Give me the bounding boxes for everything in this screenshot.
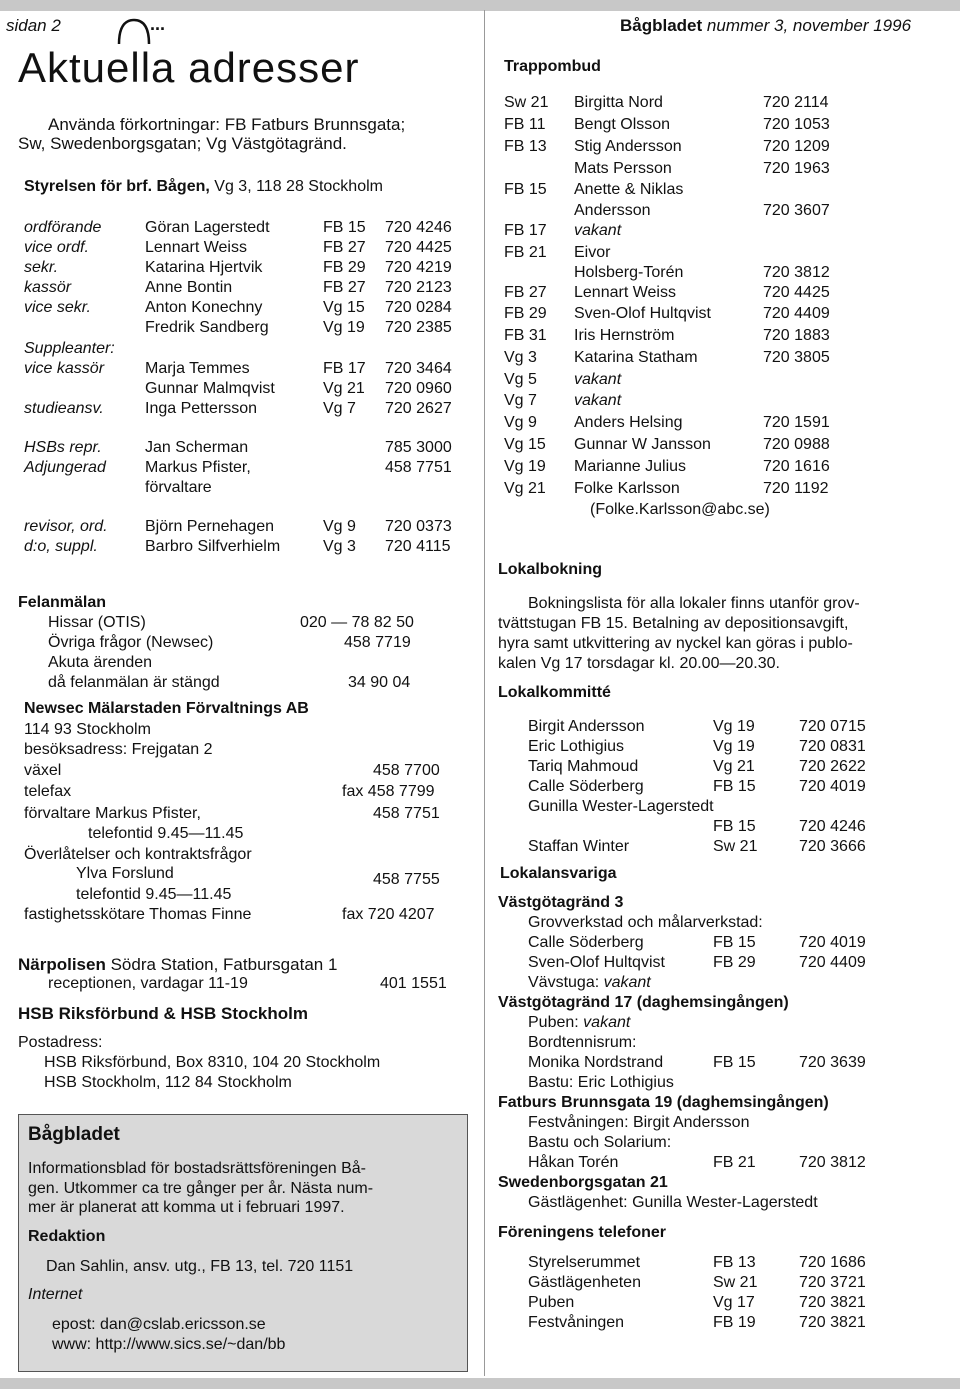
box-internet-heading: Internet xyxy=(28,1286,83,1303)
lokalkommitte-tel: 720 4019 xyxy=(799,778,866,795)
lokalkommitte-tel: 720 0831 xyxy=(799,738,866,755)
lokalkommitte-heading: Lokalkommitté xyxy=(498,684,611,701)
board-tel: 720 2123 xyxy=(385,279,452,296)
newsec-forvaltare-tel: 458 7751 xyxy=(373,805,440,822)
trappombud-name: Anders Helsing xyxy=(574,414,683,431)
top-border-bar xyxy=(0,0,960,11)
arch-logo-icon xyxy=(116,16,152,46)
board-role: vice kassör xyxy=(24,360,105,377)
trappombud-tel: 720 2114 xyxy=(763,94,829,111)
newsec-vaxel: växel xyxy=(24,762,62,779)
felanmalan-otis-tel: 020 — 78 82 50 xyxy=(300,614,414,631)
la-r1-addr: FB 15 xyxy=(713,934,756,951)
newsec-overlatelser: Överlåtelser och kontraktsfrågor xyxy=(24,846,252,863)
fb19-heading: Fatburs Brunnsgata 19 (daghemsingången) xyxy=(498,1094,829,1111)
board-tel: 720 2627 xyxy=(385,400,452,417)
board-heading-address: Vg 3, 118 28 Stockholm xyxy=(214,178,383,195)
board-tel: 720 0373 xyxy=(385,518,452,535)
newsec-fastighetsskotare: fastighetsskötare Thomas Finne xyxy=(24,906,252,923)
felanmalan-akuta: Akuta ärenden xyxy=(48,654,153,671)
board-addr: FB 27 xyxy=(323,239,366,256)
hsb-postadress-label: Postadress: xyxy=(18,1034,103,1051)
publication-name: Bågbladet xyxy=(620,16,703,35)
box-text-1: Informationsblad för bostadsrättsföreningen Bå- xyxy=(28,1160,366,1177)
board-name: Markus Pfister, xyxy=(145,459,251,476)
vavstuga-value: vakant xyxy=(603,974,651,991)
trappombud-name: vakant xyxy=(574,222,622,239)
trappombud-tel: 720 3805 xyxy=(763,349,830,366)
trappombud-tel: 720 1616 xyxy=(763,458,830,475)
trappombud-heading: Trappombud xyxy=(504,58,601,75)
la-r4-addr: FB 21 xyxy=(713,1154,756,1171)
board-role: vice sekr. xyxy=(24,299,91,316)
board-name: Anne Bontin xyxy=(145,279,233,296)
telefoner-heading: Föreningens telefoner xyxy=(498,1224,667,1241)
newsec-forslund: Ylva Forslund xyxy=(76,865,174,882)
trappombud-name: Iris Hernström xyxy=(574,327,675,344)
board-addr: Vg 9 xyxy=(323,518,356,535)
lokalkommitte-name: Gunilla Wester-Lagerstedt xyxy=(528,798,714,815)
board-name: Katarina Hjertvik xyxy=(145,259,263,276)
lokalansvariga-heading: Lokalansvariga xyxy=(500,865,617,882)
logo-dots: ... xyxy=(150,14,166,34)
board-role: ordförande xyxy=(24,219,102,236)
telefoner-tel: 720 3821 xyxy=(799,1314,866,1331)
trappombud-addr: FB 21 xyxy=(504,244,547,261)
board-tel: 720 2385 xyxy=(385,319,452,336)
polis-reception: receptionen, vardagar 11-19 xyxy=(48,975,248,992)
newsec-fastighetsskotare-fax: fax 720 4207 xyxy=(342,906,435,923)
page-title: Aktuella adresser xyxy=(18,44,360,91)
trappombud-name: Andersson xyxy=(574,202,651,219)
board-addr: Vg 15 xyxy=(323,299,365,316)
header-issue xyxy=(620,16,911,36)
board-addr: FB 17 xyxy=(323,360,366,377)
telefoner-name: Styrelserummet xyxy=(528,1254,641,1271)
newsec-telefontid-2: telefontid 9.45—11.45 xyxy=(76,886,232,903)
la-r4-tel: 720 3812 xyxy=(799,1154,866,1171)
trappombud-tel: 720 0988 xyxy=(763,436,830,453)
trappombud-name: vakant xyxy=(574,371,622,388)
polis-heading: Närpolisen xyxy=(18,955,106,974)
telefoner-tel: 720 3721 xyxy=(799,1274,866,1291)
trappombud-tel: 720 4409 xyxy=(763,305,830,322)
puben-label: Puben: xyxy=(528,1014,579,1031)
trappombud-tel: 720 1883 xyxy=(763,327,830,344)
lokalkommitte-name: Calle Söderberg xyxy=(528,778,644,795)
lokalkommitte-addr: Vg 19 xyxy=(713,738,755,755)
vg3-heading: Västgötagränd 3 xyxy=(498,894,624,911)
polis-address: Södra Station, Fatbursgatan 1 xyxy=(110,955,338,974)
la-r3-tel: 720 3639 xyxy=(799,1054,866,1071)
board-addr: FB 15 xyxy=(323,219,366,236)
trappombud-name: Birgitta Nord xyxy=(574,94,663,111)
board-tel: 720 0284 xyxy=(385,299,452,316)
felanmalan-heading: Felanmälan xyxy=(18,594,107,611)
la-r4-name: Håkan Torén xyxy=(528,1154,619,1171)
board-addr: Vg 19 xyxy=(323,319,365,336)
la-r1-name: Calle Söderberg xyxy=(528,934,644,951)
newsec-besoksadress: besöksadress: Frejgatan 2 xyxy=(24,741,213,758)
board-addr: Vg 21 xyxy=(323,380,365,397)
telefoner-tel: 720 3821 xyxy=(799,1294,866,1311)
trappombud-tel: 720 1192 xyxy=(763,480,829,497)
board-name: Fredrik Sandberg xyxy=(145,319,269,336)
board-addr: FB 27 xyxy=(323,279,366,296)
la-r2-name: Sven-Olof Hultqvist xyxy=(528,954,665,971)
felanmalan-otis: Hissar (OTIS) xyxy=(48,614,146,631)
trappombud-addr: FB 29 xyxy=(504,305,547,322)
board-role: HSBs repr. xyxy=(24,439,102,456)
board-name: Björn Pernehagen xyxy=(145,518,274,535)
vg17-heading: Västgötagränd 17 (daghemsingången) xyxy=(498,994,789,1011)
telefoner-name: Festvåningen xyxy=(528,1314,625,1331)
board-tel: 720 3464 xyxy=(385,360,452,377)
trappombud-addr: Vg 9 xyxy=(504,414,537,431)
trappombud-addr: FB 11 xyxy=(504,116,546,133)
la-r1-tel: 720 4019 xyxy=(799,934,866,951)
trappombud-name: Gunnar W Jansson xyxy=(574,436,711,453)
bottom-border-bar xyxy=(0,1378,960,1389)
trappombud-addr: FB 31 xyxy=(504,327,547,344)
board-name: förvaltare xyxy=(145,479,212,496)
board-heading xyxy=(24,178,383,196)
lokalkommitte-addr: Sw 21 xyxy=(713,838,758,855)
column-divider xyxy=(484,10,485,1376)
trappombud-addr: Vg 15 xyxy=(504,436,546,453)
abbrev-line-2: Sw, Swedenborgsgatan; Vg Västgötagränd. xyxy=(18,134,347,153)
puben-value: vakant xyxy=(583,1014,631,1031)
board-tel: 720 0960 xyxy=(385,380,452,397)
lokalbokning-line-4: kalen Vg 17 torsdagar kl. 20.00—20.30. xyxy=(498,655,780,672)
newsec-telefax: telefax xyxy=(24,783,72,800)
telefoner-addr: Vg 17 xyxy=(713,1294,755,1311)
felanmalan-newsec: Övriga frågor (Newsec) xyxy=(48,634,214,651)
trappombud-name: Holsberg-Torén xyxy=(574,264,684,281)
la-r2-tel: 720 4409 xyxy=(799,954,866,971)
trappombud-tel: 720 3812 xyxy=(763,264,830,281)
board-name: Barbro Silfverhielm xyxy=(145,538,281,555)
board-role: Adjungerad xyxy=(24,459,106,476)
lokalkommitte-name: Staffan Winter xyxy=(528,838,630,855)
board-role: studieansv. xyxy=(24,400,104,417)
trappombud-name: vakant xyxy=(574,392,622,409)
trappombud-addr: Vg 19 xyxy=(504,458,546,475)
lokalkommitte-addr: FB 15 xyxy=(713,778,756,795)
gastlagenhet-line: Gästlägenhet: Gunilla Wester-Lagerstedt xyxy=(528,1194,818,1211)
trappombud-name: Sven-Olof Hultqvist xyxy=(574,305,711,322)
festvaningen-line: Festvåningen: Birgit Andersson xyxy=(528,1114,750,1131)
box-epost[interactable]: epost: dan@cslab.ericsson.se xyxy=(52,1316,266,1333)
board-name: Jan Scherman xyxy=(145,439,249,456)
newsec-vaxel-tel: 458 7700 xyxy=(373,762,440,779)
trappombud-tel: 720 1591 xyxy=(763,414,830,431)
board-tel: 720 4115 xyxy=(385,538,451,555)
telefoner-name: Gästlägenheten xyxy=(528,1274,641,1291)
la-r2-addr: FB 29 xyxy=(713,954,756,971)
vavstuga-label: Vävstuga: xyxy=(528,974,600,991)
board-addr: FB 29 xyxy=(323,259,366,276)
box-redaktion: Dan Sahlin, ansv. utg., FB 13, tel. 720 1151 xyxy=(46,1258,354,1275)
lokalkommitte-tel: 720 2622 xyxy=(799,758,866,775)
trappombud-addr: FB 13 xyxy=(504,138,547,155)
newsec-heading: Newsec Mälarstaden Förvaltnings AB xyxy=(24,700,309,717)
board-name: Göran Lagerstedt xyxy=(145,219,270,236)
board-role: Suppleanter: xyxy=(24,340,115,357)
board-tel: 458 7751 xyxy=(385,459,452,476)
lokalkommitte-tel: 720 4246 xyxy=(799,818,866,835)
trappombud-addr: Vg 3 xyxy=(504,349,537,366)
lokalkommitte-name: Tariq Mahmoud xyxy=(528,758,639,775)
newsec-telefontid-1: telefontid 9.45—11.45 xyxy=(88,825,244,842)
board-tel: 785 3000 xyxy=(385,439,452,456)
board-role: revisor, ord. xyxy=(24,518,108,535)
page-number: sidan 2 xyxy=(6,16,61,35)
issue-label: nummer 3, november 1996 xyxy=(706,16,912,35)
board-role: kassör xyxy=(24,279,72,296)
trappombud-addr: Vg 21 xyxy=(504,480,546,497)
box-www[interactable]: www: http://www.sics.se/~dan/bb xyxy=(52,1336,286,1353)
trappombud-addr: FB 17 xyxy=(504,222,547,239)
trappombud-tel: 720 1053 xyxy=(763,116,830,133)
polis-line xyxy=(18,955,337,975)
trappombud-tel: 720 3607 xyxy=(763,202,830,219)
board-name: Inga Pettersson xyxy=(145,400,258,417)
board-role: sekr. xyxy=(24,259,59,276)
lokalbokning-line-3: hyra samt utkvittering av nyckel kan göras i publo- xyxy=(498,635,853,652)
lokalbokning-line-1: Bokningslista för alla lokaler finns utanför grov- xyxy=(528,595,860,612)
felanmalan-stangd-tel: 34 90 04 xyxy=(348,674,411,691)
trappombud-name: Stig Andersson xyxy=(574,138,682,155)
lokalkommitte-name: Eric Lothigius xyxy=(528,738,625,755)
lokalkommitte-name: Birgit Andersson xyxy=(528,718,645,735)
trappombud-addr: FB 15 xyxy=(504,181,547,198)
trappombud-name: Folke Karlsson xyxy=(574,480,680,497)
bordtennis-label: Bordtennisrum: xyxy=(528,1034,637,1051)
trappombud-addr: Sw 21 xyxy=(504,94,549,111)
la-r3-addr: FB 15 xyxy=(713,1054,756,1071)
grovverkstad-label: Grovverkstad och målarverkstad: xyxy=(528,914,763,931)
trappombud-tel: 720 4425 xyxy=(763,284,830,301)
board-name: Anton Konechny xyxy=(145,299,263,316)
felanmalan-stangd: då felanmälan är stängd xyxy=(48,674,220,691)
trappombud-tel: 720 1963 xyxy=(763,160,830,177)
newsec-postort: 114 93 Stockholm xyxy=(24,721,151,738)
board-name: Marja Temmes xyxy=(145,360,250,377)
telefoner-addr: FB 19 xyxy=(713,1314,756,1331)
puben-line xyxy=(528,1014,630,1032)
board-tel: 720 4219 xyxy=(385,259,452,276)
polis-tel: 401 1551 xyxy=(380,975,447,992)
board-tel: 720 4425 xyxy=(385,239,452,256)
trappombud-addr: Vg 7 xyxy=(504,392,537,409)
trappombud-name: Lennart Weiss xyxy=(574,284,676,301)
vavstuga-line xyxy=(528,974,651,992)
board-role: d:o, suppl. xyxy=(24,538,98,555)
board-name: Lennart Weiss xyxy=(145,239,247,256)
telefoner-addr: FB 13 xyxy=(713,1254,756,1271)
felanmalan-newsec-tel: 458 7719 xyxy=(344,634,411,651)
trappombud-name: Mats Persson xyxy=(574,160,672,177)
board-role: vice ordf. xyxy=(24,239,89,256)
hsb-heading: HSB Riksförbund & HSB Stockholm xyxy=(18,1004,308,1023)
sw21-heading: Swedenborgsgatan 21 xyxy=(498,1174,668,1191)
trappombud-addr: Vg 5 xyxy=(504,371,537,388)
bastu-solarium-label: Bastu och Solarium: xyxy=(528,1134,672,1151)
box-title: Bågbladet xyxy=(28,1124,120,1145)
lokalkommitte-addr: Vg 21 xyxy=(713,758,755,775)
hsb-riksforbund: HSB Riksförbund, Box 8310, 104 20 Stockholm xyxy=(44,1054,381,1071)
trappombud-name: Marianne Julius xyxy=(574,458,687,475)
lokalbokning-line-2: tvättstugan FB 15. Betalning av depositionsavgift, xyxy=(498,615,849,632)
trappombud-name: Bengt Olsson xyxy=(574,116,671,133)
la-r3-name: Monika Nordstrand xyxy=(528,1054,664,1071)
lokalkommitte-tel: 720 0715 xyxy=(799,718,866,735)
trappombud-email: (Folke.Karlsson@abc.se) xyxy=(590,501,770,518)
board-heading-bold: Styrelsen för brf. Bågen, xyxy=(24,178,210,195)
board-tel: 720 4246 xyxy=(385,219,452,236)
trappombud-tel: 720 1209 xyxy=(763,138,830,155)
box-text-3: mer är planerat att komma ut i februari 1997. xyxy=(28,1199,345,1216)
trappombud-name: Eivor xyxy=(574,244,611,261)
board-name: Gunnar Malmqvist xyxy=(145,380,275,397)
newsec-forslund-tel: 458 7755 xyxy=(373,871,440,888)
telefoner-addr: Sw 21 xyxy=(713,1274,758,1291)
board-addr: Vg 7 xyxy=(323,400,356,417)
telefoner-tel: 720 1686 xyxy=(799,1254,866,1271)
lokalkommitte-tel: 720 3666 xyxy=(799,838,866,855)
telefoner-name: Puben xyxy=(528,1294,575,1311)
newsec-forvaltare: förvaltare Markus Pfister, xyxy=(24,805,201,822)
board-addr: Vg 3 xyxy=(323,538,356,555)
trappombud-name: Katarina Statham xyxy=(574,349,698,366)
lokalkommitte-addr: Vg 19 xyxy=(713,718,755,735)
trappombud-addr: FB 27 xyxy=(504,284,547,301)
abbrev-line-1: Använda förkortningar: FB Fatburs Brunnsgata; xyxy=(48,115,406,134)
trappombud-name: Anette & Niklas xyxy=(574,181,684,198)
bastu-line: Bastu: Eric Lothigius xyxy=(528,1074,674,1091)
box-redaktion-heading: Redaktion xyxy=(28,1228,106,1245)
newsec-telefax-tel: fax 458 7799 xyxy=(342,783,435,800)
box-text-2: gen. Utkommer ca tre gånger per år. Nästa num- xyxy=(28,1180,374,1197)
lokalkommitte-addr: FB 15 xyxy=(713,818,756,835)
lokalbokning-heading: Lokalbokning xyxy=(498,561,602,578)
hsb-stockholm: HSB Stockholm, 112 84 Stockholm xyxy=(44,1074,292,1091)
